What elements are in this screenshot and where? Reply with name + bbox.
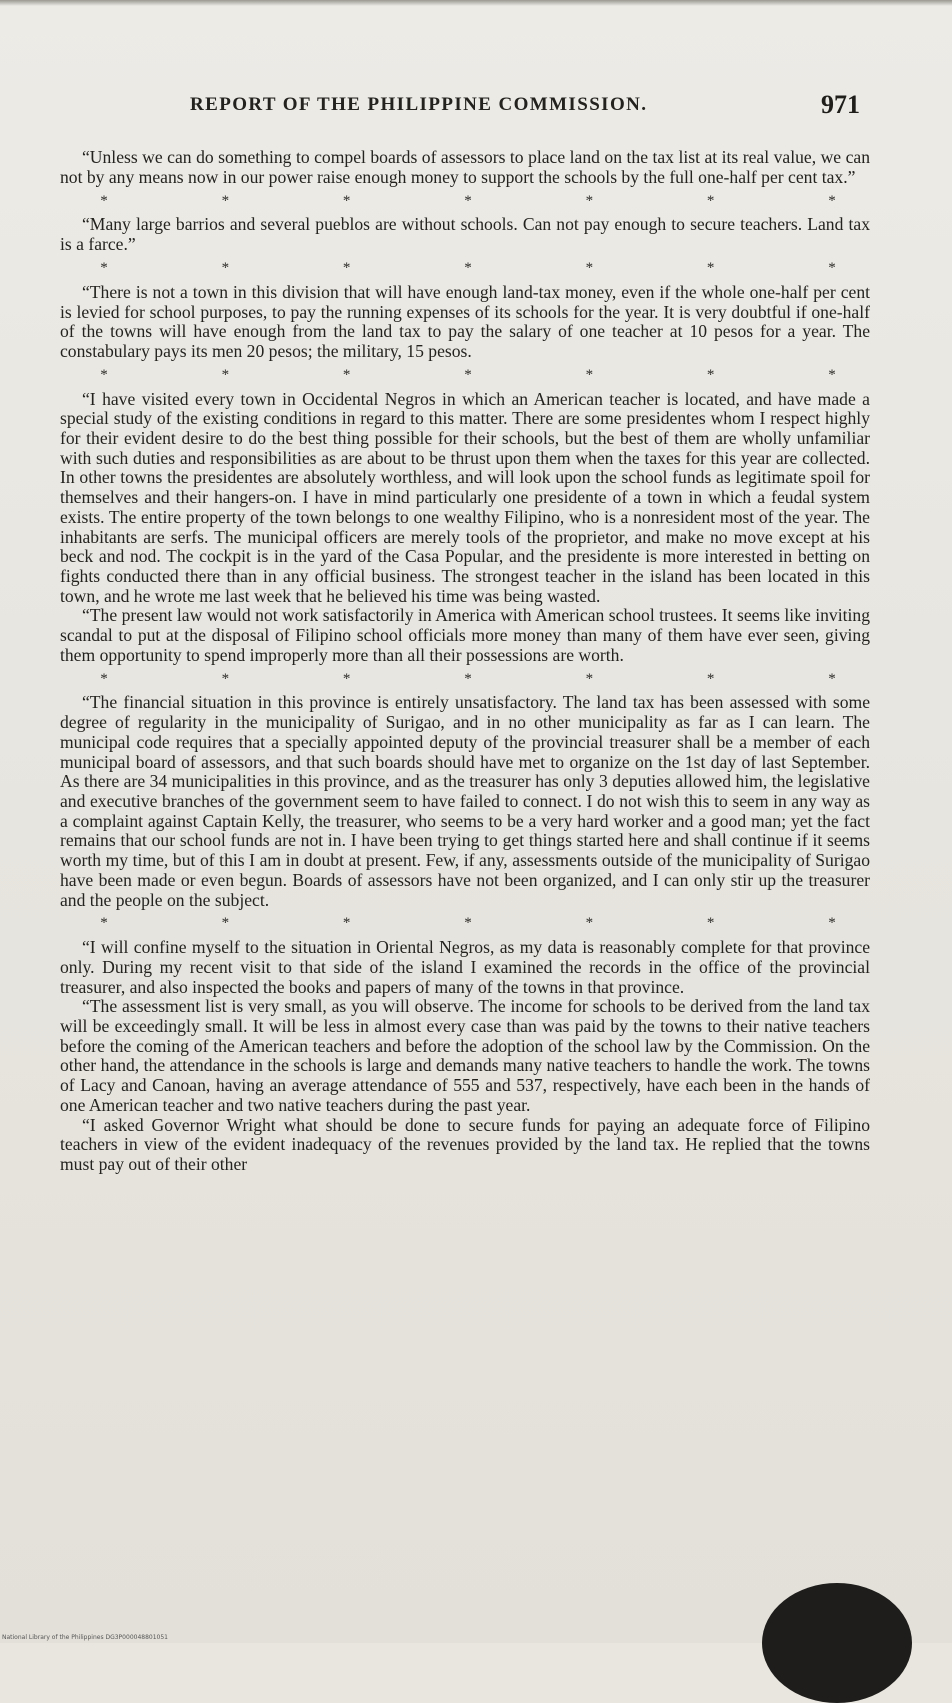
body-text (60, 148, 870, 1175)
section-break-stars (60, 255, 870, 283)
star: * (221, 259, 230, 276)
star: * (706, 915, 715, 932)
paragraph: “The present law would not work satisfactorily in America with American school trustees. It seems like inviting scandal to put at the disposal of Filipino school officials more money than many of them have ever seen, giving them opportunity to spend improperly more than all their possessions are worth. (60, 605, 870, 665)
paragraph: “There is not a town in this division that will have enough land-tax money, even if the whole one-half per cent is levied for school purposes, to pay the running expenses of its schools for the year. It is very doubtful if one-half of the towns will have enough from the land tax to pay the salary of one teacher at 10 pesos for a year. The constabulary pays its men 20 pesos; the military, 15 pesos. (60, 281, 870, 361)
star: * (585, 259, 594, 276)
paragraph: “Unless we can do something to compel boards of assessors to place land on the tax list at its real value, we can not by any means now in our power raise enough money to support the schools by the full one-half per cent tax.” (60, 147, 870, 187)
star: * (221, 915, 230, 932)
star: * (706, 670, 715, 687)
star: * (342, 366, 351, 383)
star: * (828, 192, 836, 209)
star: * (464, 259, 472, 276)
star: * (585, 915, 594, 932)
running-head: REPORT OF THE PHILIPPINE COMMISSION. (190, 94, 648, 115)
paragraph: “I asked Governor Wright what should be done to secure funds for paying an adequate force of Filipino teachers in view of the evident inadequacy of the revenues provided by the land tax. He replied that the towns must pay out of their other (60, 1114, 870, 1174)
paragraph: “I will confine myself to the situation in Oriental Negros, as my data is reasonably complete for that province only. During my recent visit to that side of the island I examined the records in the office of the provincial treasurer, and also inspected the books and papers of many of the towns in that province. (60, 937, 870, 997)
star: * (342, 192, 351, 209)
star: * (342, 259, 351, 276)
star: * (221, 192, 230, 209)
star: * (464, 915, 472, 932)
section-break-stars (60, 910, 870, 938)
scan-credit: National Library of the Philippines DG3P000048801051 (2, 1634, 168, 1641)
star: * (706, 192, 715, 209)
star: * (464, 366, 472, 383)
star: * (100, 259, 108, 276)
page-edge-shadow (0, 0, 952, 6)
star: * (464, 670, 472, 687)
star: * (221, 670, 230, 687)
section-break-stars (60, 362, 870, 390)
star: * (100, 366, 108, 383)
star: * (828, 259, 836, 276)
scan-thumb-shadow (762, 1583, 912, 1703)
star: * (585, 670, 594, 687)
star: * (828, 915, 836, 932)
star: * (342, 670, 351, 687)
star: * (828, 366, 836, 383)
star: * (585, 192, 594, 209)
star: * (100, 192, 108, 209)
star: * (464, 192, 472, 209)
section-break-stars (60, 187, 870, 215)
paragraph: “The assessment list is very small, as you will observe. The income for schools to be derived from the land tax will be exceedingly small. It will be less in almost every case than was paid by the towns to their native teachers before the coming of the American teachers and before the adoption of the school law by the Commission. On the other hand, the attendance in the schools is large and demands many native teachers to handle the work. The towns of Lacy and Canoan, having an average attendance of 555 and 537, respectively, have each been in the hands of one American teacher and two native teachers during the past year. (60, 996, 870, 1115)
paragraph: “The financial situation in this province is entirely unsatisfactory. The land tax has been assessed with some degree of regularity in the municipality of Surigao, and in no other municipality as far as I can learn. The municipal code requires that a specially appointed deputy of the provincial treasurer shall be a member of each municipal board of assessors, and that such boards should have met to organize on the 1st day of last September. As there are 34 municipalities in this province, and as the treasurer has only 3 deputies allowed him, the legislative and executive branches of the government seem to have failed to connect. I do not wish this to seem in any way as a complaint against Captain Kelly, the treasurer, who seems to be a very hard worker and a good man; yet the fact remains that our school funds are not in. I have been trying to get things started here and shall continue if it seems worth my time, but of this I am in doubt at present. Few, if any, assessments outside of the municipality of Surigao have been made or even begun. Boards of assessors have not been organized, and I can only stir up the treasurer and the people on the subject. (60, 692, 870, 910)
paragraph: “I have visited every town in Occidental Negros in which an American teacher is located, and have made a special study of the existing conditions in regard to this matter. There are some presidentes whom I respect highly for their evident desire to do the best thing possible for their schools, but the best of them are wholly unfamiliar with such duties and responsibilities as are about to be thrust upon them when the taxes for this year are collected. In other towns the presidentes are absolutely worthless, and will look upon the school funds as legitimate spoil for themselves and their hangers-on. I have in mind particularly one presidente of a town in which a feudal system exists. The entire property of the town belongs to one wealthy Filipino, who is a nonresident most of the year. The inhabitants are serfs. The municipal officers are merely tools of the proprietor, and make no move except at his beck and nod. The cockpit is in the yard of the Casa Popular, and the presidente is more interested in betting on fights conducted there than in any official business. The strongest teacher in the island has been located in this town, and he wrote me last week that he believed his time was being wasted. (60, 388, 870, 606)
star: * (221, 366, 230, 383)
page-number: 971 (821, 90, 860, 119)
star: * (706, 259, 715, 276)
paragraph: “Many large barrios and several pueblos are without schools. Can not pay enough to secure teachers. Land tax is a farce.” (60, 214, 870, 255)
star: * (100, 670, 108, 687)
star: * (585, 366, 594, 383)
star: * (342, 915, 351, 932)
page-header (190, 90, 860, 120)
star: * (828, 670, 836, 687)
star: * (100, 915, 108, 932)
section-break-stars (60, 665, 870, 693)
star: * (706, 366, 715, 383)
